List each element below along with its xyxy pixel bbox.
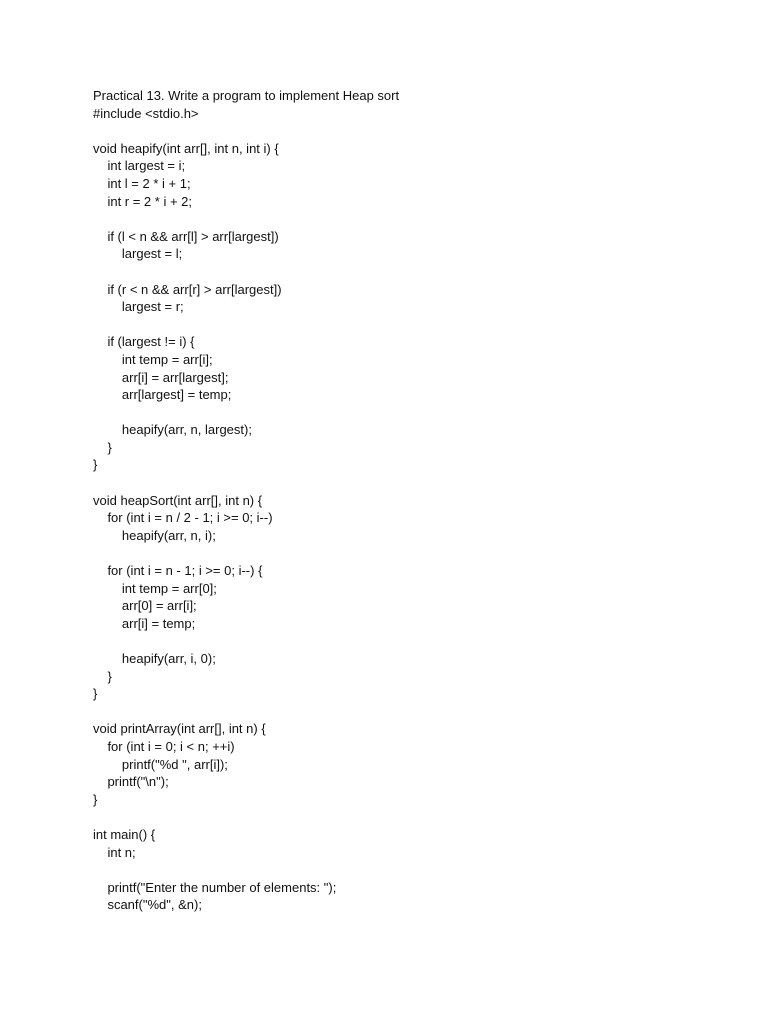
code-line: int largest = i; xyxy=(93,158,186,174)
code-line: heapify(arr, n, i); xyxy=(93,527,216,543)
code-line: } xyxy=(93,686,98,702)
code-line: printf("%d ", arr[i]); xyxy=(93,756,228,772)
code-line: for (int i = n / 2 - 1; i >= 0; i--) xyxy=(93,510,273,526)
document-title: Practical 13. Write a program to implement Heap sort xyxy=(93,88,400,103)
code-line: heapify(arr, i, 0); xyxy=(93,651,216,666)
code-line: } xyxy=(93,439,112,455)
code-line: #include <stdio.h> xyxy=(93,105,199,121)
code-line xyxy=(93,808,733,826)
code-line: int l = 2 * i + 1; xyxy=(93,175,191,191)
code-line: } xyxy=(93,668,112,684)
document-body xyxy=(93,87,733,914)
code-line: scanf("%d", &n); xyxy=(93,897,202,913)
code-line: printf("\n"); xyxy=(93,774,169,790)
code-line xyxy=(93,544,733,562)
code-line: void heapSort(int arr[], int n) { xyxy=(93,492,263,508)
code-line xyxy=(93,404,733,422)
code-line: printf("Enter the number of elements: "); xyxy=(93,879,337,895)
code-line: void heapify(int arr[], int n, int i) { xyxy=(93,140,279,156)
code-line: void printArray(int arr[], int n) { xyxy=(93,721,266,737)
code-line xyxy=(93,632,733,650)
code-line xyxy=(93,316,733,334)
code-line: largest = r; xyxy=(93,299,184,315)
code-line: arr[largest] = temp; xyxy=(93,387,232,403)
code-line: arr[0] = arr[i]; xyxy=(93,598,197,614)
code-line: int temp = arr[0]; xyxy=(93,580,217,596)
code-line: arr[i] = arr[largest]; xyxy=(93,369,229,385)
code-line: largest = l; xyxy=(93,246,183,262)
code-line: int main() { xyxy=(93,826,156,842)
code-line: heapify(arr, n, largest); xyxy=(93,422,252,438)
code-line: for (int i = 0; i < n; ++i) xyxy=(93,738,235,754)
code-line: if (l < n && arr[l] > arr[largest]) xyxy=(93,228,279,244)
code-line: int r = 2 * i + 2; xyxy=(93,193,192,209)
code-line: arr[i] = temp; xyxy=(93,615,196,631)
code-line xyxy=(93,122,733,140)
code-line xyxy=(93,474,733,492)
code-line xyxy=(93,210,733,228)
code-line: int temp = arr[i]; xyxy=(93,351,213,367)
code-line: for (int i = n - 1; i >= 0; i--) { xyxy=(93,563,263,579)
code-line xyxy=(93,703,733,721)
code-line: } xyxy=(93,791,98,807)
code-line xyxy=(93,861,733,879)
code-line: int n; xyxy=(93,844,136,860)
code-line: if (largest != i) { xyxy=(93,334,195,350)
code-line xyxy=(93,263,733,281)
code-line: if (r < n && arr[r] > arr[largest]) xyxy=(93,281,282,297)
code-line: } xyxy=(93,457,98,473)
